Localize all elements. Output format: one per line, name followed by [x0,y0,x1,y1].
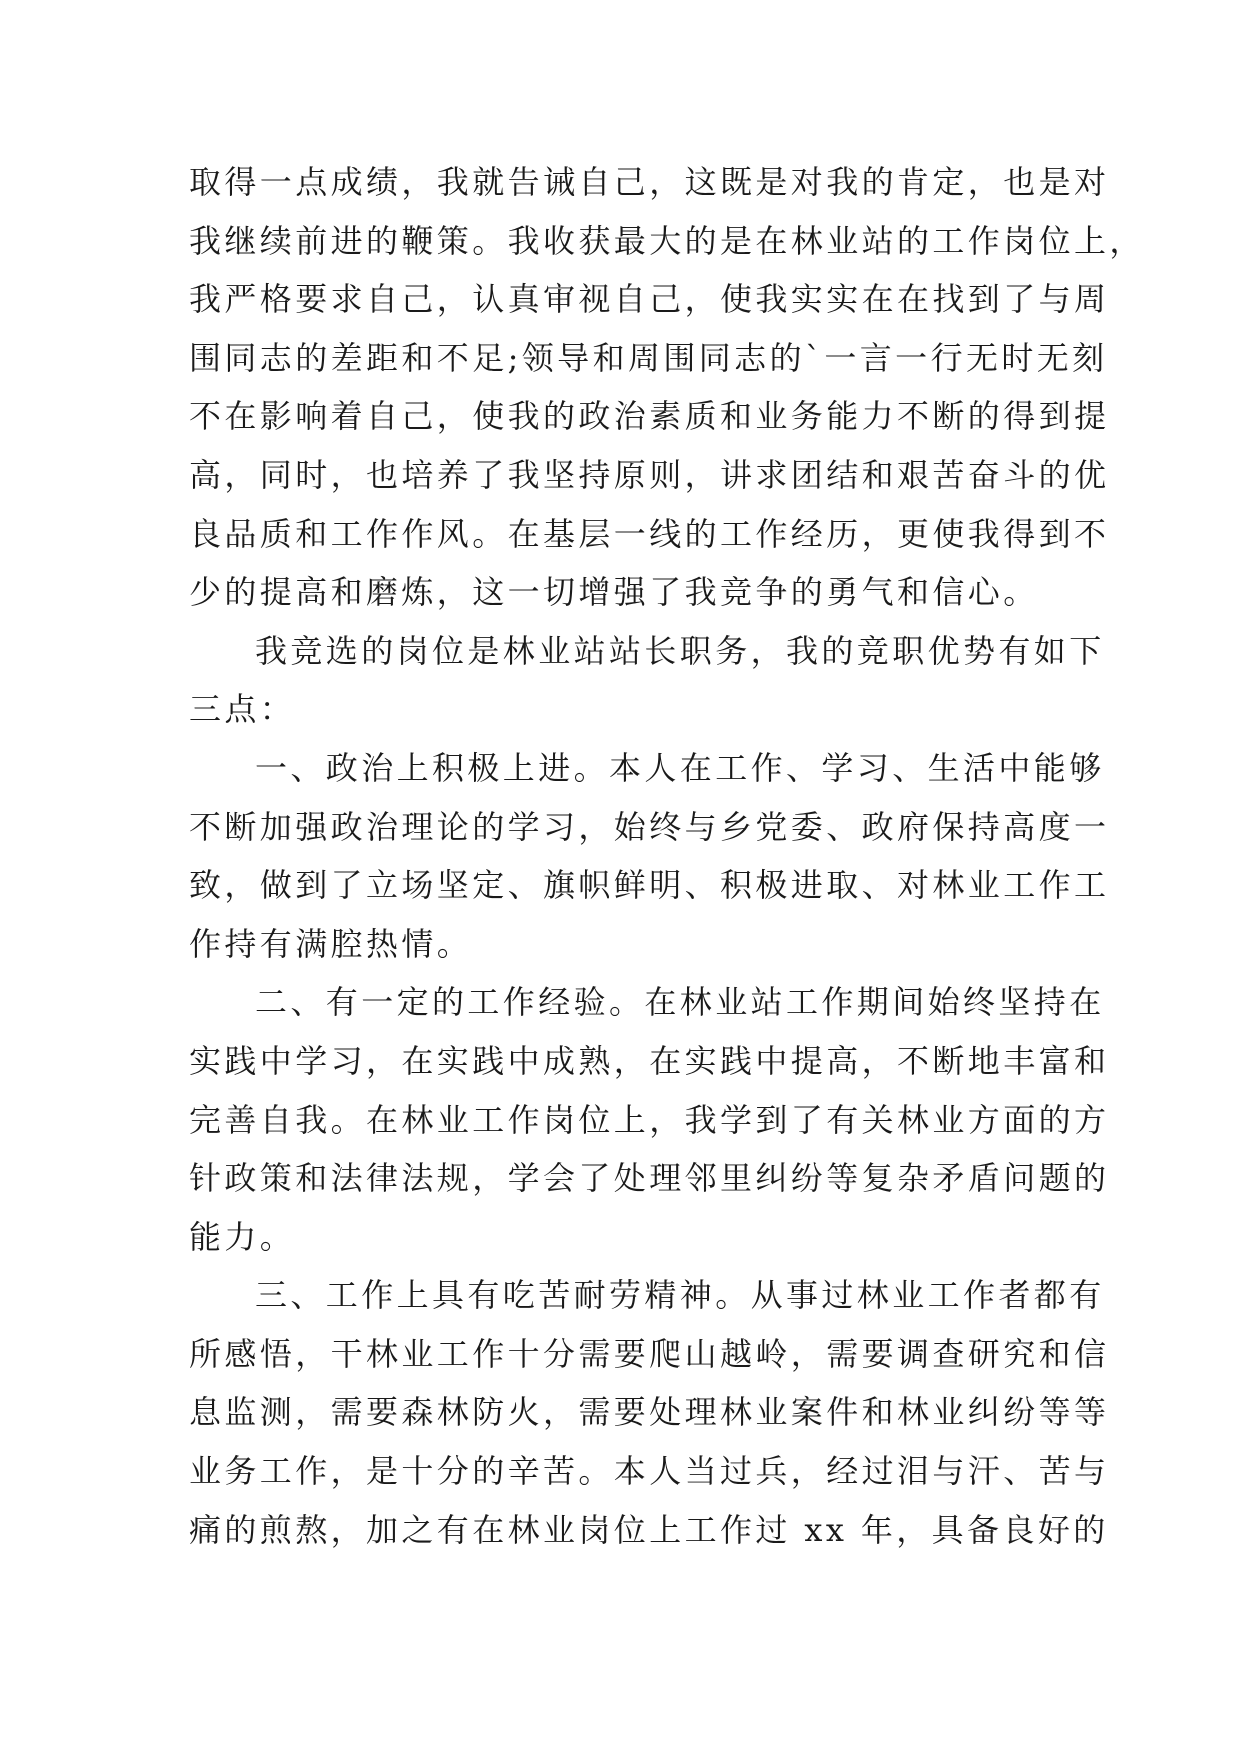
text-line: 实践中学习，在实践中成熟，在实践中提高，不断地丰富和 [189,1041,1110,1080]
text-line: 三点： [189,690,296,729]
text-line: 高，同时，也培养了我坚持原则，讲求团结和艰苦奋斗的优 [189,455,1110,494]
text-line: 致，做到了立场坚定、旗帜鲜明、积极进取、对林业工作工 [189,866,1110,905]
text-line: 所感悟，干林业工作十分需要爬山越岭，需要调查研究和信 [189,1334,1110,1373]
paragraph-first-line: 一、政治上积极上进。本人在工作、学习、生活中能够 [255,748,1105,787]
text-line: 不断加强政治理论的学习，始终与乡党委、政府保持高度一 [189,807,1110,846]
text-line: 息监测，需要森林防火，需要处理林业案件和林业纠纷等等 [189,1393,1110,1432]
paragraph-first-line: 我竞选的岗位是林业站站长职务，我的竞职优势有如下 [255,631,1105,670]
text-line: 少的提高和磨炼，这一切增强了我竞争的勇气和信心。 [189,573,1039,612]
text-line: 取得一点成绩，我就告诫自己，这既是对我的肯定，也是对 [189,163,1110,201]
text-line: 作持有满腔热情。 [189,924,473,963]
text-line: 我继续前进的鞭策。我收获最大的是在林业站的工作岗位上， [189,221,1145,260]
text-line: 不在影响着自己，使我的政治素质和业务能力不断的得到提 [189,397,1110,436]
text-line: 我严格要求自己，认真审视自己，使我实实在在找到了与周 [189,280,1110,319]
text-line: 能力。 [189,1217,296,1256]
paragraph-first-line: 三、工作上具有吃苦耐劳精神。从事过林业工作者都有 [255,1276,1105,1315]
text-line: 痛的煎熬，加之有在林业岗位上工作过 xx 年，具备良好的 [189,1510,1109,1549]
text-line: 围同志的差距和不足;领导和周围同志的`一言一行无时无刻 [189,338,1108,377]
text-line: 业务工作，是十分的辛苦。本人当过兵，经过泪与汗、苦与 [189,1452,1110,1491]
text-line: 针政策和法律法规，学会了处理邻里纠纷等复杂矛盾问题的 [189,1159,1110,1198]
text-line: 完善自我。在林业工作岗位上，我学到了有关林业方面的方 [189,1100,1110,1139]
paragraph-first-line: 二、有一定的工作经验。在林业站工作期间始终坚持在 [255,983,1105,1022]
text-line: 良品质和工作作风。在基层一线的工作经历，更使我得到不 [189,514,1110,553]
document-body [189,153,1145,1559]
